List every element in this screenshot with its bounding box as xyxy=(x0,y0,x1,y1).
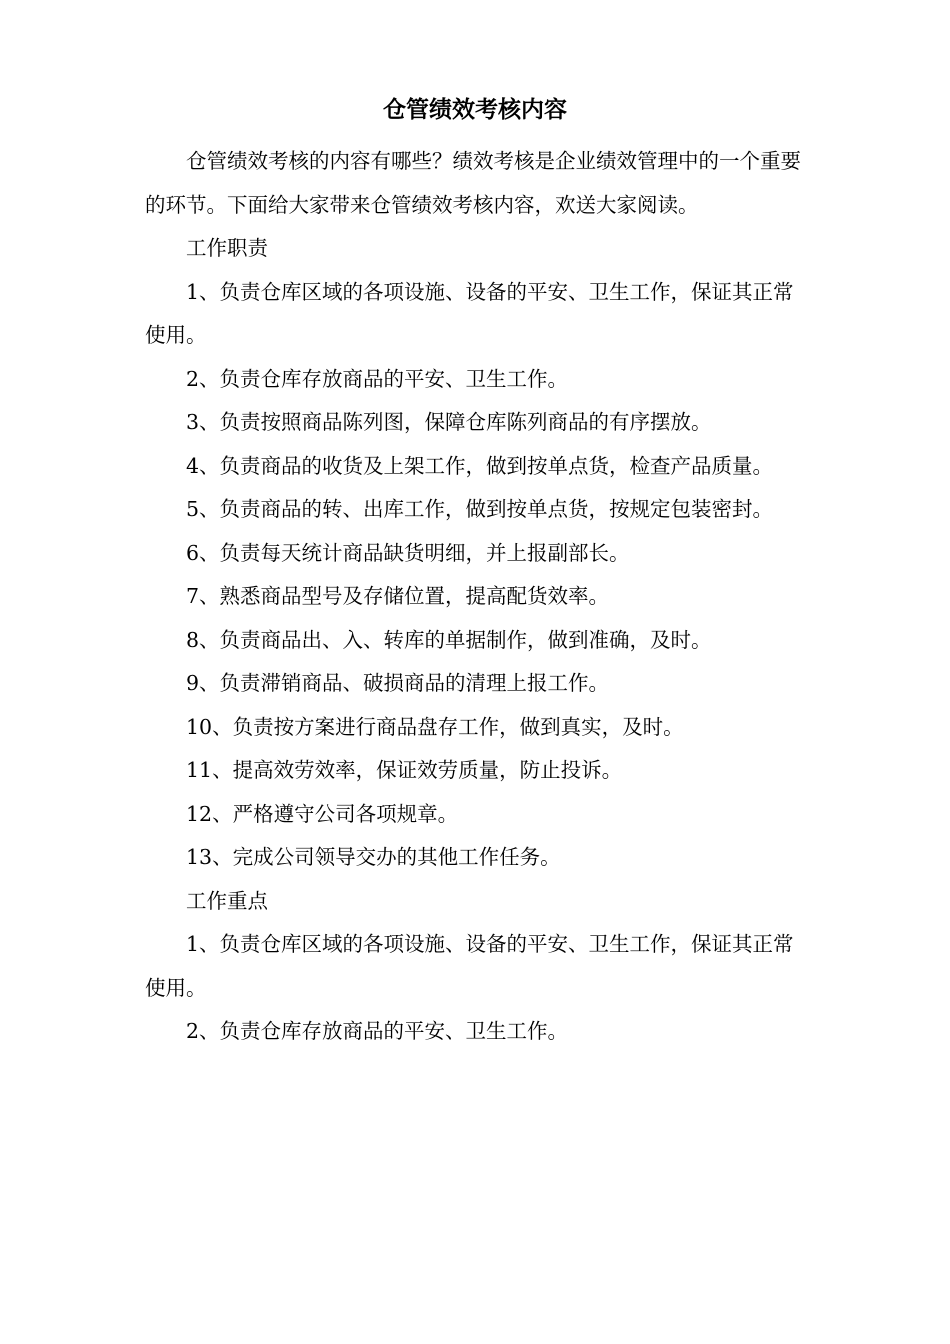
intro-paragraph: 仓管绩效考核的内容有哪些？绩效考核是企业绩效管理中的一个重要的环节。下面给大家带来仓管绩效考核内容，欢送大家阅读。 xyxy=(145,149,801,217)
section-heading-duties: 工作职责 xyxy=(186,236,268,260)
list-item: 7、熟悉商品型号及存储位置，提高配货效率。 xyxy=(186,584,610,608)
document-title: 仓管绩效考核内容 xyxy=(383,97,567,123)
list-item: 8、负责商品出、入、转库的单据制作，做到准确，及时。 xyxy=(186,627,712,652)
list-item: 10、负责按方案进行商品盘存工作，做到真实，及时。 xyxy=(186,714,684,739)
list-item: 2、负责仓库存放商品的平安、卫生工作。 xyxy=(186,366,569,391)
list-item: 1、负责仓库区域的各项设施、设备的平安、卫生工作，保证其正常使用。 xyxy=(145,279,794,347)
section-heading-focus: 工作重点 xyxy=(186,888,268,913)
list-item: 13、完成公司领导交办的其他工作任务。 xyxy=(186,845,561,869)
list-item: 12、严格遵守公司各项规章。 xyxy=(186,801,459,826)
list-item: 1、负责仓库区域的各项设施、设备的平安、卫生工作，保证其正常使用。 xyxy=(145,932,794,1000)
list-item: 4、负责商品的收货及上架工作，做到按单点货，检查产品质量。 xyxy=(186,453,774,478)
list-item: 2、负责仓库存放商品的平安、卫生工作。 xyxy=(186,1019,569,1043)
document-body xyxy=(145,140,809,1054)
list-item: 3、负责按照商品陈列图，保障仓库陈列商品的有序摆放。 xyxy=(186,410,712,434)
list-item: 6、负责每天统计商品缺货明细，并上报副部长。 xyxy=(186,540,630,565)
list-item: 5、负责商品的转、出库工作，做到按单点货，按规定包装密封。 xyxy=(186,497,774,521)
list-item: 11、提高效劳效率，保证效劳质量，防止投诉。 xyxy=(186,758,623,782)
list-item: 9、负责滞销商品、破损商品的清理上报工作。 xyxy=(186,671,610,695)
